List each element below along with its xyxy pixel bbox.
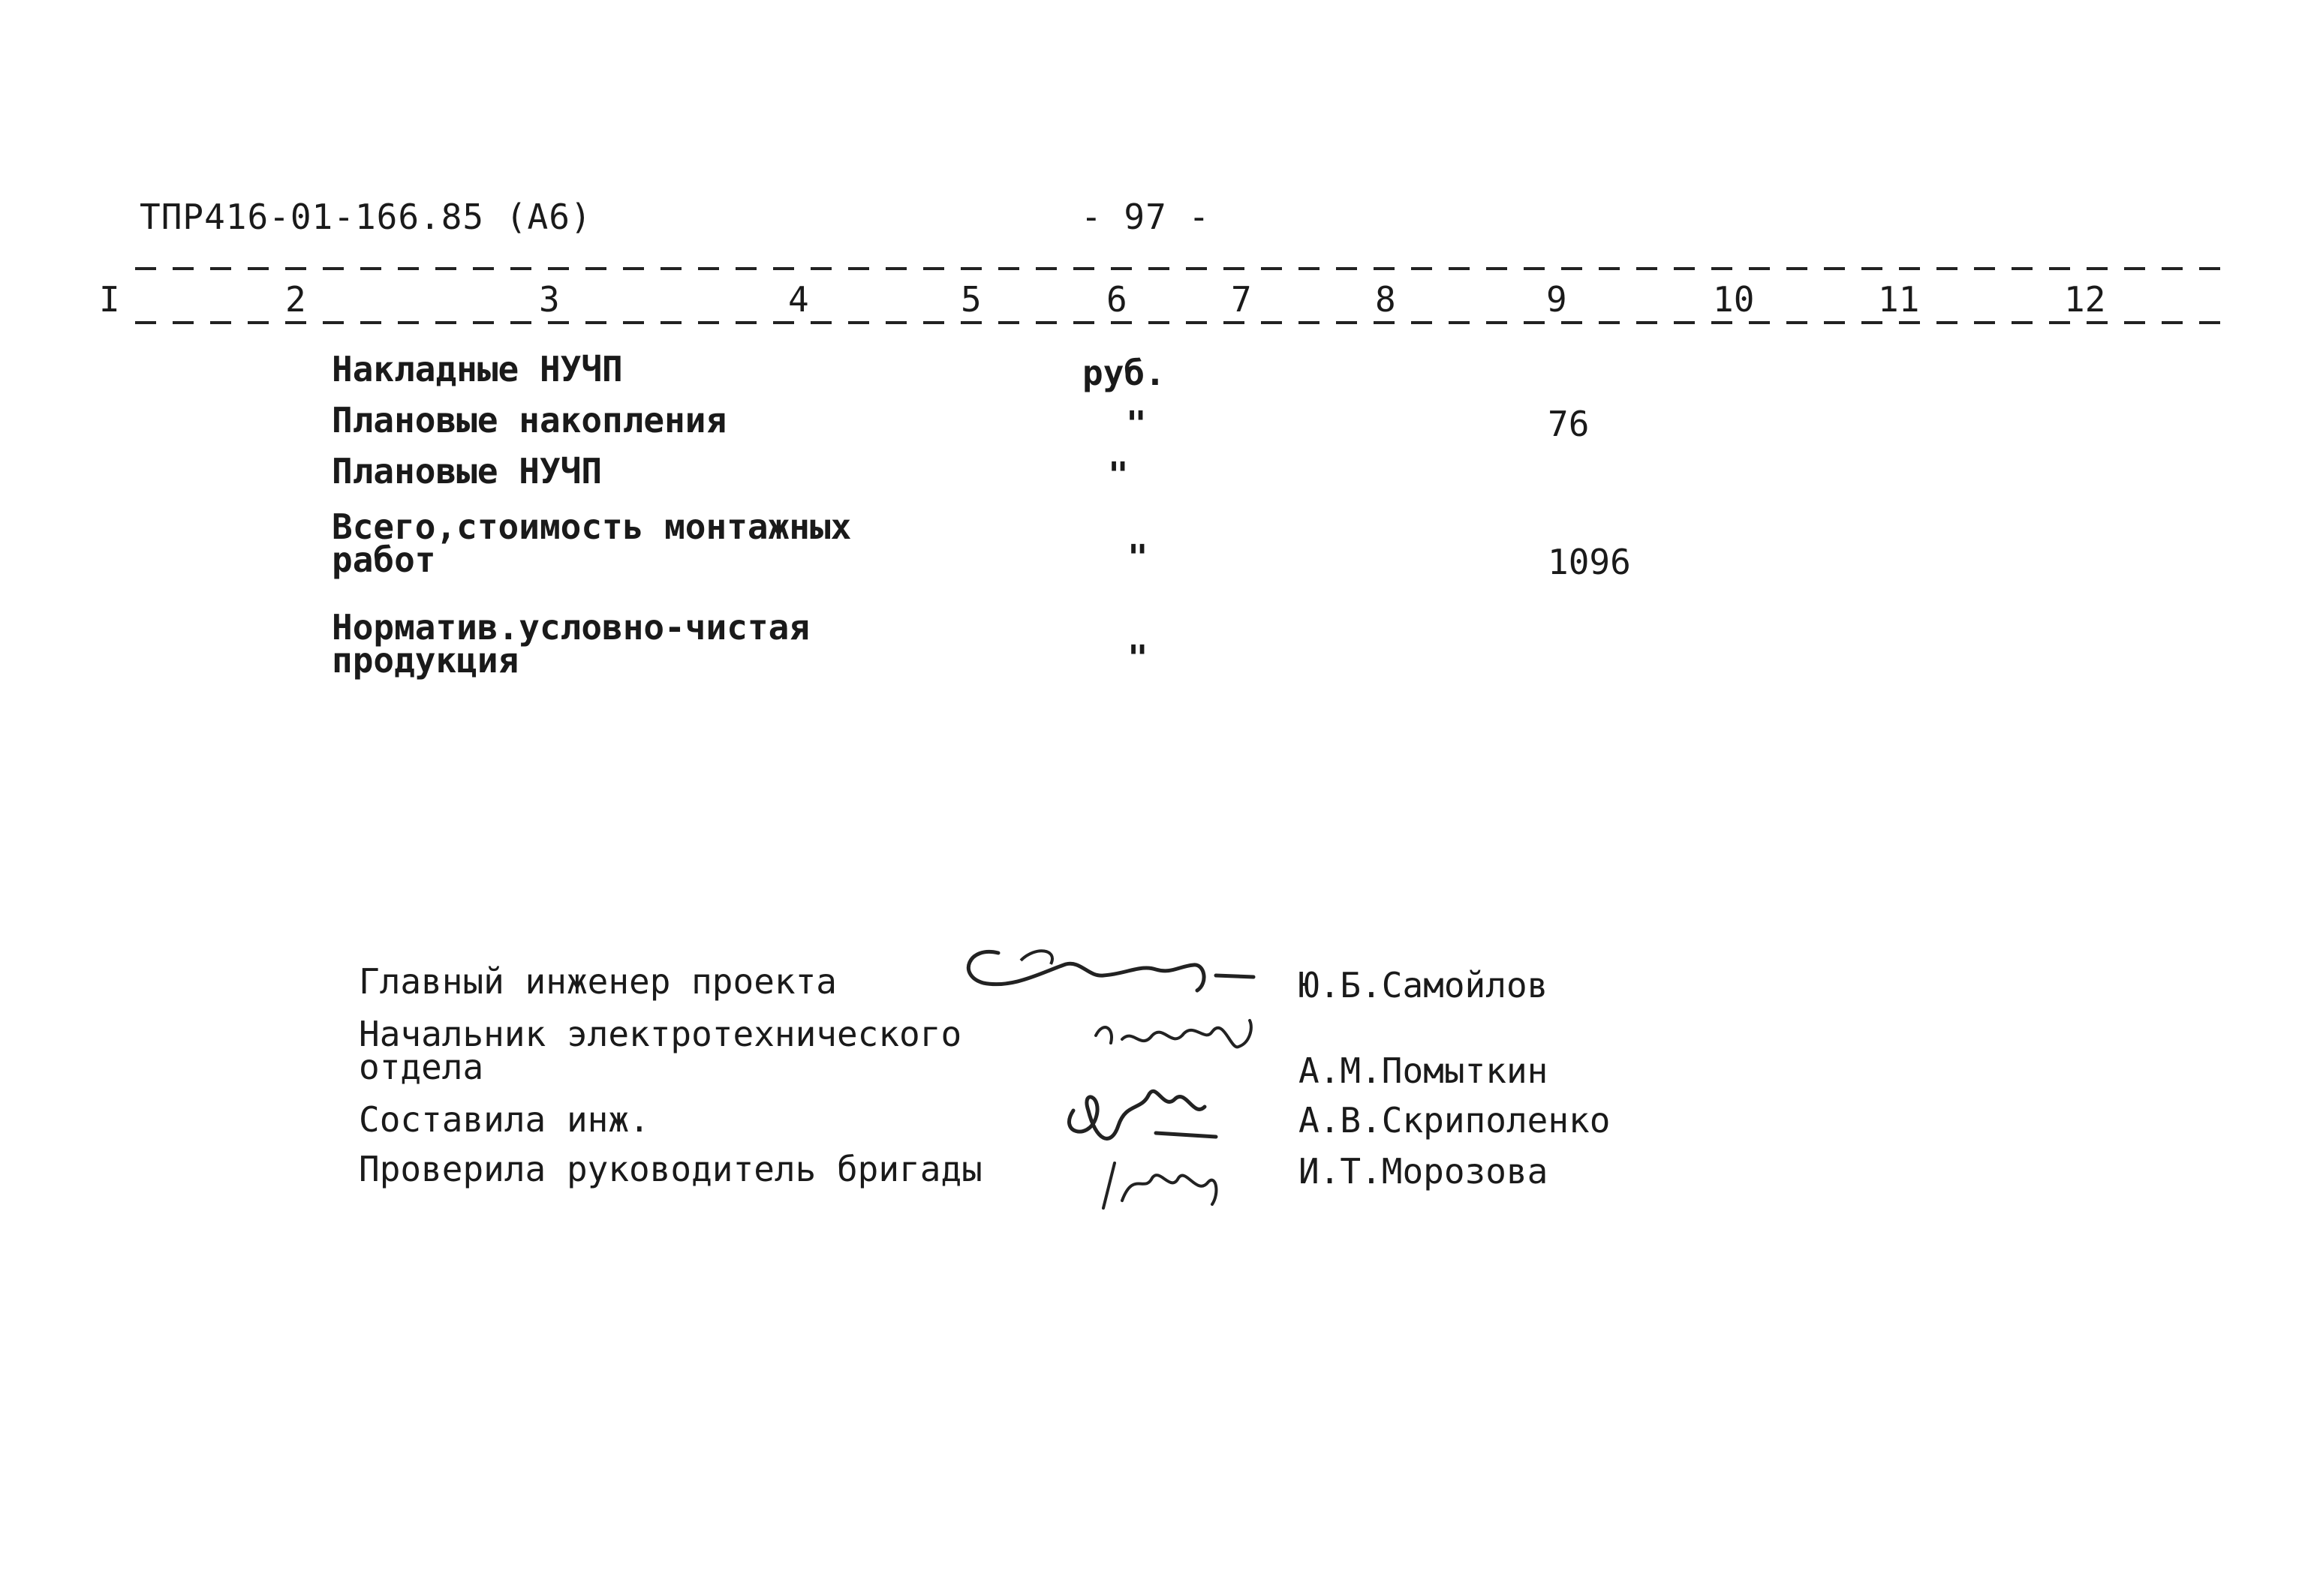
table-header-bottom-rule	[135, 321, 2237, 324]
column-number: 10	[1713, 279, 1755, 320]
row-value: 1096	[1548, 542, 1631, 582]
row-unit: "	[1108, 455, 1129, 495]
column-number: 9	[1546, 279, 1567, 320]
column-number: 8	[1375, 279, 1396, 320]
row-unit: руб.	[1082, 353, 1166, 393]
row-label: Норматив.условно-чистая продукция	[332, 607, 810, 681]
column-number: 2	[285, 279, 306, 320]
handwritten-signature	[953, 930, 1268, 1005]
column-number: 7	[1231, 279, 1252, 320]
page-number: - 97 -	[1081, 197, 1211, 237]
signatory-role: Главный инженер проекта	[359, 961, 837, 1002]
column-number: 3	[539, 279, 560, 320]
signatory-role: Проверила руководитель бригады	[359, 1149, 982, 1189]
signatory-name: А.М.Помыткин	[1298, 1050, 1548, 1091]
signatory-role: Составила инж.	[359, 1099, 650, 1140]
column-number: I	[99, 279, 120, 320]
signatory-name: И.Т.Морозова	[1298, 1151, 1548, 1192]
document-code: ТПР416-01-166.85 (А6)	[140, 197, 592, 237]
table-header-top-rule	[135, 267, 2237, 270]
row-unit: "	[1127, 638, 1148, 678]
row-label: Накладные НУЧП	[332, 349, 623, 389]
signatory-name: А.В.Скриполенко	[1298, 1100, 1611, 1141]
row-value: 76	[1548, 404, 1590, 444]
signatory-role: Начальник электротехнического отдела	[359, 1014, 962, 1087]
row-label: Плановые НУЧП	[332, 451, 603, 491]
column-number: 5	[961, 279, 982, 320]
column-number: 12	[2064, 279, 2106, 320]
column-number: 4	[788, 279, 809, 320]
signatory-name: Ю.Б.Самойлов	[1298, 965, 1548, 1005]
column-number: 11	[1878, 279, 1920, 320]
row-unit: "	[1126, 404, 1147, 444]
row-label: Всего,стоимость монтажных работ	[332, 506, 852, 580]
row-label: Плановые накопления	[332, 400, 727, 440]
row-unit: "	[1127, 537, 1148, 578]
column-number: 6	[1106, 279, 1127, 320]
handwritten-signature	[1088, 1141, 1238, 1223]
